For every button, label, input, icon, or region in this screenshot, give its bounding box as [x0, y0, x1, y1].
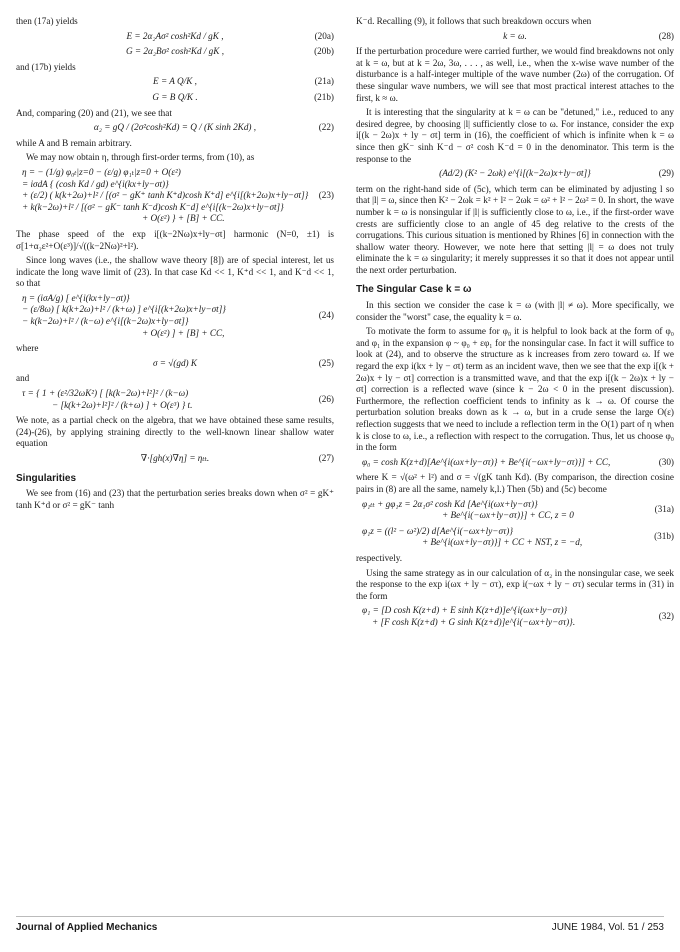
equation-30: φ₀ = cosh K(z+d)[Ae^{i(ωx+ly−στ)} + Be^{i(−ωx+ly−στ)}] + CC, (30)	[362, 456, 674, 467]
paragraph: It is interesting that the singularity at k = ω can be "detuned," i.e., reduced to any desired degree, by choosing |l| sufficiently close to ω. For instance, consider the exp i[(k − 2ω)x + ly − σt] term in (16), the coefficient of which is infinite when k = ω since then gK⁻ sinh K⁻d − σ² cosh K⁻d = 0 in the denominator. This term is the response to the	[356, 107, 674, 164]
paragraph: We may now obtain η, through first-order terms, from (10), as	[26, 152, 255, 163]
equation-20a: E = 2α₂Aσ² cosh²Kd / gK , (20a)	[126, 30, 334, 41]
equation-21a: E = A Q/K , (21a)	[153, 76, 334, 87]
equation-29: (Ad/2) (K² − 2ωk) e^{i[(k−2ω)x+ly−σt]} (29)	[439, 168, 674, 179]
paragraph: Since long waves (i.e., the shallow wave theory [8]) are of special interest, let us indicate the long wave limit of (23). In that case Kd << 1, K⁺d << 1, and K⁻d << 1, so that	[16, 255, 334, 289]
paragraph: where K = √(ω² + l²) and σ = √(gK tanh Kd). (By comparison, the direction cosine pairs in (8) are all the same, namely k,l.) Then (5b) and (5c) become	[356, 472, 674, 494]
paragraph: Using the same strategy as in our calculation of α₂ in the nonsingular case, we seek the response to the exp i(ωx + ly − στ), exp i(−ωx + ly − στ) secular terms in (31) in the form	[356, 567, 674, 601]
paragraph: In this section we consider the case k = ω (with |l| ≠ ω). More specifically, we consider the "worst" case, the equality k = ω.	[356, 300, 674, 322]
equation-22: α₂ = gQ / (2σ²cosh²Kd) = Q / (K sinh 2Kd) , (22)	[93, 122, 334, 133]
paragraph: K⁻d. Recalling (9), it follows that such breakdown occurs when	[356, 16, 592, 26]
issue-page: JUNE 1984, Vol. 51 / 253	[551, 922, 664, 933]
paragraph: and	[16, 373, 30, 384]
equation-31b: φ₁z = ((l² − ω²)/2) d[Ae^{i(−ωx+ly−στ)} + Be^{i(ωx+ly−στ)}] + CC + NST, z = −d, (31b)	[362, 525, 674, 548]
paragraph: and (17b) yields	[16, 61, 76, 72]
paragraph: To motivate the form to assume for φ₀ it is helpful to look back at the form of φ₀ and φ₁ in the expansion φ ~ φ₀ + εφ₁ for the nonsingular case. In fact it will suffice to look at (24), and to observe the structure as k increases from zero toward ω. If we regard the exp i(kx + ly − σt) term as an incident wave, then we see that the exp i[(k + 2ω)x + ly − σt] correction is a transmitted wave, and that the exp i[(k − 2ω)x + ly − σt] correction is a reflected wave (since k − 2ω < 0 in the present discussion). Furthermore, the reflection coefficient tends to infinity as k → ω. Of course the perturbation solution breaks down as k → ω, but in a crude sense the large O(ε) reflection suggests that we need to include a reflection term in the O(1) part of η when k is close to ω, i.e., a reflection with respect to the corrugation. Thus, let us choose φ₀ in the form	[356, 326, 674, 453]
footer-rule	[16, 916, 664, 917]
right-column	[356, 16, 674, 633]
paragraph: If the perturbation procedure were carried further, we would find breakdowns not only at k = ω, but at k = 2ω, 3ω, . . . , as well, i.e., when the x-wise wave number of the disturbance is a half-integer multiple of the wave number (2ω) of the corrugation. Of these singular wave numbers, we will see that most practical interest attaches to the first, k ≈ ω.	[356, 46, 674, 103]
paragraph: The phase speed of the exp i[(k−2Nω)x+ly−σt] harmonic (N=0, ±1) is σ[1+α₂ε²+O(ε³)]/√((k−2Nω)²+l²).	[16, 228, 334, 251]
equation-24: η = (iσA/g) [ e^{i(kx+ly−σt)} − (ε/8ω) [ k(k+2ω)+l² / (k+ω) ] e^{i[(k+2ω)x+ly−σt]} − k(k−2ω)+l² / (k−ω) e^{i[(k−2ω)x+ly−σt]} + O(ε²) ] + [B] + CC, (24)	[22, 292, 334, 338]
paragraph: We note, as a partial check on the algebra, that we have obtained these same results, (24)-(26), by applying straining directly to the well-known linear shallow water equation	[16, 415, 334, 449]
paragraph: We see from (16) and (23) that the perturbation series breaks down when σ² = gK⁺ tanh K⁺d or σ² = gK⁻ tanh	[16, 488, 334, 510]
section-heading: Singularities	[16, 472, 77, 484]
section-heading: The Singular Case k = ω	[356, 284, 472, 296]
equation-26: τ = { 1 + (ε²/32ωK²) [ [k(k−2ω)+l²]² / (k−ω) − [k(k+2ω)+l²]² / (k+ω) ] + O(ε³) } t. (26)	[22, 388, 334, 410]
paragraph: while A and B remain arbitrary.	[16, 137, 132, 148]
equation-28: k = ω. (28)	[503, 30, 674, 41]
paragraph: where	[16, 343, 39, 354]
equation-25: σ = √(gd) K (25)	[152, 357, 334, 368]
paragraph: term on the right-hand side of (5c), which term can be eliminated by adjusting l so that |l| = ω, since then K² − 2ωk = k² + l² − 2ωk = ω² + l² − 2ω² = 0. In short, the wave number k = ω is nonsingular if |l| is sufficiently close to ω, i.e., if the first-order wave crests are sufficiently close to an angle of 45 deg relative to the crests of the corrugations. This curious situation is mentioned by Rhines [6] in connection with the shallow water theory. However, we note here that setting |l| = ω does not truly eliminate the k = ω singularity; it merely suppresses it so that it does not appear until the next order perturbation.	[356, 183, 674, 275]
equation-32: φ₁ = [D cosh K(z+d) + E sinh K(z+d)]e^{i(ωx+ly−στ)} + [F cosh K(z+d) + G sinh K(z+d)]e^{i(−ωx+ly−στ)}. (32)	[362, 605, 674, 627]
left-column	[16, 16, 334, 514]
paragraph: then (17a) yields	[16, 16, 78, 26]
equation-31a: φ₁ₜₜ + gφ₁z = 2α₁σ² cosh Kd [Ae^{i(ωx+ly−στ)} + Be^{i(−ωx+ly−στ)}] + CC, z = 0 (31a)	[362, 498, 674, 521]
journal-name: Journal of Applied Mechanics	[16, 922, 158, 933]
equation-23: η = − (1/g) φ₀ₜ|z=0 − (ε/g) φ₁ₜ|z=0 + O(ε²) = iσdA { (cosh Kd / gd) e^{i(kx+ly−σt)} + (ε/2) ( k(k+2ω)+l² / [(σ² − gK⁺ tanh K⁺d)cosh K⁺d] e^{i[(k+2ω)x+ly−σt]} + k(k−2ω)+l² / [(σ² − gK⁻ tanh K⁻d)cosh K⁻d] e^{i[(k−2ω)x+ly−σt]} + O(ε²) } + [B] + CC. (23)	[22, 166, 334, 224]
paragraph: And, comparing (20) and (21), we see that	[16, 107, 172, 118]
equation-20b: G = 2α₂Bσ² cosh²Kd / gK , (20b)	[125, 46, 334, 57]
equation-21b: G = B Q/K . (21b)	[152, 91, 334, 102]
equation-27: ∇·[gh(x)∇η] = ηₜₜ. (27)	[140, 453, 334, 463]
paragraph: respectively.	[356, 552, 403, 563]
